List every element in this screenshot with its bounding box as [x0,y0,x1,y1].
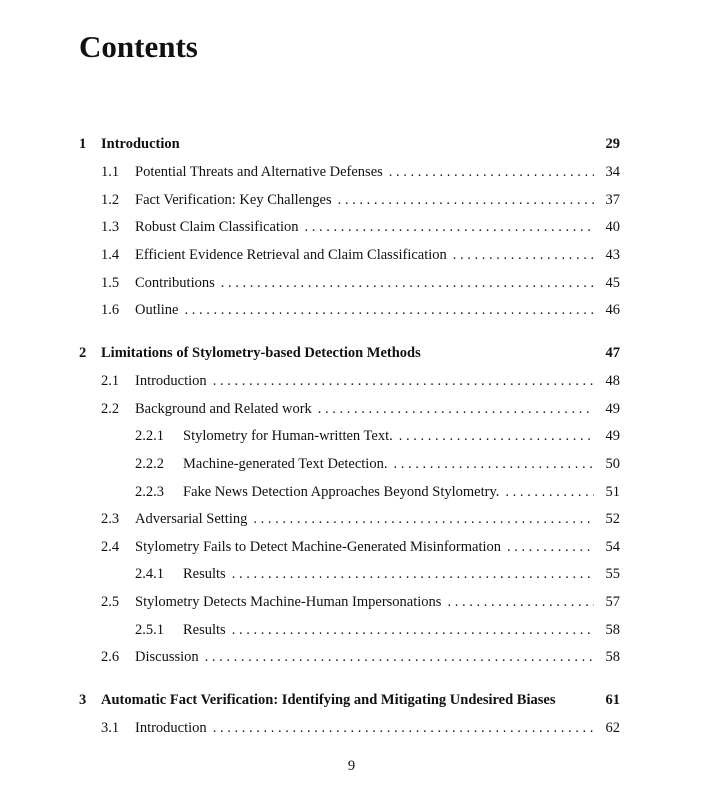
toc-entry-number: 1.5 [101,275,120,291]
toc-chapter-entry [79,345,620,365]
toc-entry-title: Background and Related work [135,401,312,417]
dot-leader [389,164,594,181]
toc-entry-number: 3.1 [101,720,120,736]
toc-section-entry [101,720,620,740]
toc-entry-number: 2.4.1 [135,566,164,582]
dot-leader [447,594,594,611]
toc-entry-number: 1 [79,136,87,152]
toc-chapter-entry [79,136,620,156]
toc-entry-number: 1.4 [101,247,120,263]
toc-section-entry [101,511,620,531]
toc-entry-number: 2.3 [101,511,120,527]
toc-entry-title: Introduction [135,720,207,736]
toc-entry-page: 54 [605,539,620,555]
toc-section-entry [101,164,620,184]
toc-entry-number: 1.6 [101,302,120,318]
toc-entry-title: Discussion [135,649,199,665]
toc-entry-page: 43 [605,247,620,263]
toc-entry-title: Machine-generated Text Detection. [183,456,388,472]
toc-section-entry [101,247,620,267]
toc-entry-page: 51 [605,484,620,500]
toc-chapter-entry [79,692,620,712]
toc-section-entry [101,539,620,559]
toc-section-entry [101,219,620,239]
toc-entry-title: Stylometry Detects Machine-Human Impersonations [135,594,442,610]
dot-leader [318,401,594,418]
toc-entry-number: 1.1 [101,164,120,180]
toc-entry-number: 3 [79,692,87,708]
toc-entry-page: 48 [605,373,620,389]
toc-entry-page: 47 [605,345,620,361]
dot-leader [205,649,594,666]
dot-leader [305,219,594,236]
toc-entry-title: Results [183,566,226,582]
toc-entry-number: 2.2 [101,401,120,417]
dot-leader [338,192,594,209]
toc-entry-page: 34 [605,164,620,180]
toc-entry-title: Introduction [101,136,180,152]
toc-entry-number: 2.2.1 [135,428,164,444]
toc-entry-title: Potential Threats and Alternative Defenses [135,164,383,180]
toc-section-entry [101,302,620,322]
toc-entry-number: 2.1 [101,373,120,389]
dot-leader [453,247,594,264]
toc-entry-page: 62 [605,720,620,736]
page-number: 9 [347,758,356,774]
toc-subsection-entry [135,622,620,642]
toc-section-entry [101,275,620,295]
dot-leader [253,511,594,528]
toc-entry-page: 52 [605,511,620,527]
dot-leader [507,539,594,556]
toc-entry-page: 55 [605,566,620,582]
toc-entry-number: 2.5.1 [135,622,164,638]
toc-entry-number: 2 [79,345,87,361]
toc-entry-number: 1.2 [101,192,120,208]
toc-entry-title: Limitations of Stylometry-based Detection Methods [101,345,421,361]
toc-entry-title: Outline [135,302,179,318]
toc-entry-page: 37 [605,192,620,208]
toc-entry-number: 2.6 [101,649,120,665]
toc-entry-title: Adversarial Setting [135,511,248,527]
toc-entry-page: 58 [605,649,620,665]
toc-entry-title: Results [183,622,226,638]
toc-subsection-entry [135,566,620,586]
toc-entry-title: Efficient Evidence Retrieval and Claim Classification [135,247,447,263]
toc-entry-page: 46 [605,302,620,318]
toc-entry-title: Introduction [135,373,207,389]
toc-section-entry [101,373,620,393]
toc-entry-page: 49 [605,428,620,444]
page-title: Contents [79,29,198,64]
toc-entry-title: Fake News Detection Approaches Beyond Stylometry. [183,484,500,500]
toc-entry-page: 57 [605,594,620,610]
toc-entry-page: 45 [605,275,620,291]
toc-section-entry [101,594,620,614]
toc-entry-page: 61 [605,692,620,708]
toc-entry-number: 2.4 [101,539,120,555]
toc-entry-title: Stylometry for Human-written Text. [183,428,393,444]
dot-leader [393,456,594,473]
toc-entry-title: Contributions [135,275,215,291]
dot-leader [213,373,594,390]
toc-entry-number: 2.2.3 [135,484,164,500]
toc-subsection-entry [135,428,620,448]
toc-entry-title: Robust Claim Classification [135,219,299,235]
toc-entry-number: 2.5 [101,594,120,610]
toc-entry-number: 2.2.2 [135,456,164,472]
dot-leader [399,428,594,445]
dot-leader [213,720,594,737]
toc-entry-page: 50 [605,456,620,472]
toc-section-entry [101,401,620,421]
toc-section-entry [101,192,620,212]
dot-leader [505,484,594,501]
toc-entry-number: 1.3 [101,219,120,235]
toc-entry-page: 49 [605,401,620,417]
dot-leader [221,275,594,292]
toc-subsection-entry [135,484,620,504]
dot-leader [185,302,595,319]
toc-entry-title: Fact Verification: Key Challenges [135,192,332,208]
toc-entry-title: Automatic Fact Verification: Identifying and Mitigating Undesired Biases [101,692,556,708]
toc-subsection-entry [135,456,620,476]
toc-entry-page: 40 [605,219,620,235]
toc-entry-page: 29 [605,136,620,152]
toc-entry-page: 58 [605,622,620,638]
dot-leader [232,566,594,583]
dot-leader [232,622,594,639]
toc-entry-title: Stylometry Fails to Detect Machine-Generated Misinformation [135,539,502,555]
toc-section-entry [101,649,620,669]
